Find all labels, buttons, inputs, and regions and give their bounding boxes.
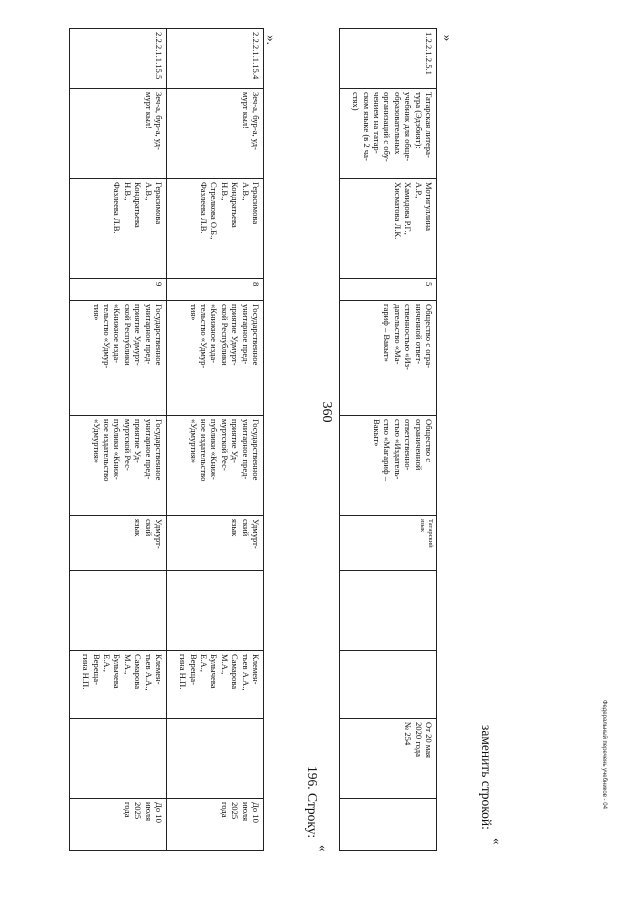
table-bottom-wrapper (339, 28, 437, 851)
closing-mark-bottom: » (440, 34, 456, 42)
cell-reviewers: Клемен- тьев А.А., Самарова М.А., Булычева Е.А., Вереща- гина Н.П. (167, 651, 264, 719)
cell-language: Татарский язык (340, 516, 437, 571)
cell-reviewers: Клемен- тьев А.А., Самарова М.А., Булычева Е.А., Вереща- гина Н.П. (70, 651, 167, 719)
footer-note: Федеральный перечень учебников - 04 (601, 700, 607, 809)
cell-class: 8 (167, 279, 264, 301)
cell-empty (70, 571, 167, 651)
cell-publisher: Государственное унитарное пред- приятие Удмурт- ской Республики «Книжное изда- тельство «Удмур- тия» (167, 301, 264, 416)
cell-publisher-full: Общество с ограниченной ответственно- стью «Издатель- ство «Магариф – Вакыт» (340, 416, 437, 516)
table-top-wrapper (69, 28, 264, 851)
cell-reviewers (340, 651, 437, 719)
cell-language: Удмурт- ский язык (70, 516, 167, 571)
cell-empty (340, 571, 437, 651)
closing-mark-top: ». (263, 35, 279, 45)
cell-title: Зеч-а, бур-а, уд- мурт кыл! (167, 89, 264, 179)
cell-code: 1.2.2.1.2.5.1 (340, 29, 437, 89)
cell-empty (167, 571, 264, 651)
cell-order: От 20 мая 2020 года № 254 (340, 719, 437, 799)
table-bottom (339, 28, 437, 851)
cell-authors: Герасимова А.В., Кондратьева Н.В., Стрелкова О.Б., Фазлеева Л.В. (167, 179, 264, 279)
cell-deadline: До 10 июля 2025 года (167, 799, 264, 851)
table-row (167, 29, 264, 851)
table-top (69, 28, 264, 851)
cell-language: Удмурт- ский язык (167, 516, 264, 571)
cell-code: 2.2.2.1.1.15.5 (70, 29, 167, 89)
cell-title: Татарская литера- тура (Эдэбият): учебник для обще- образовательных организаций с обу- чением на татар- ском языке (в 2 ча- стях) (340, 89, 437, 179)
cell-publisher-full: Государственное унитарное пред- приятие Уд- муртской Рес- публики «Книж- ное издательство «Удмуртия» (70, 416, 167, 516)
cell-order (70, 719, 167, 799)
table-row (340, 29, 437, 851)
cell-publisher-full: Государственное унитарное пред- приятие Уд- муртской Рес- публики «Книж- ное издательство «Удмуртия» (167, 416, 264, 516)
table-row (70, 29, 167, 851)
cell-class: 5 (340, 279, 437, 301)
open-quote: « (316, 845, 331, 852)
cell-code: 2.2.2.1.1.15.4 (167, 29, 264, 89)
cell-publisher: Общество с огра- ниченной ответ- ственностью «Из- дательство «Ма- гариф – Вакыт» (340, 301, 437, 416)
cell-class: 9 (70, 279, 167, 301)
replace-instruction: заменить строкой: (479, 725, 494, 830)
cell-publisher: Государственное унитарное пред- приятие Удмурт- ской Республики «Книжное изда- тельство «Удмур- тия» (70, 301, 167, 416)
item-heading: 196. Строку: (305, 766, 320, 839)
cell-deadline (340, 799, 437, 851)
page-number: 360 (319, 401, 334, 423)
cell-title: Зеч-а, бур-а, уд- мурт кыл! (70, 89, 167, 179)
cell-authors: Мотигуллина А.Р., Хамидова Р.Г., Хисматова Л.К. (340, 179, 437, 279)
open-quote: « (490, 838, 505, 845)
cell-order (167, 719, 264, 799)
cell-authors: Герасимова А.В., Кондратьева Н.В., Фазлеева Л.В. (70, 179, 167, 279)
cell-deadline: До 10 июля 2025 года (70, 799, 167, 851)
